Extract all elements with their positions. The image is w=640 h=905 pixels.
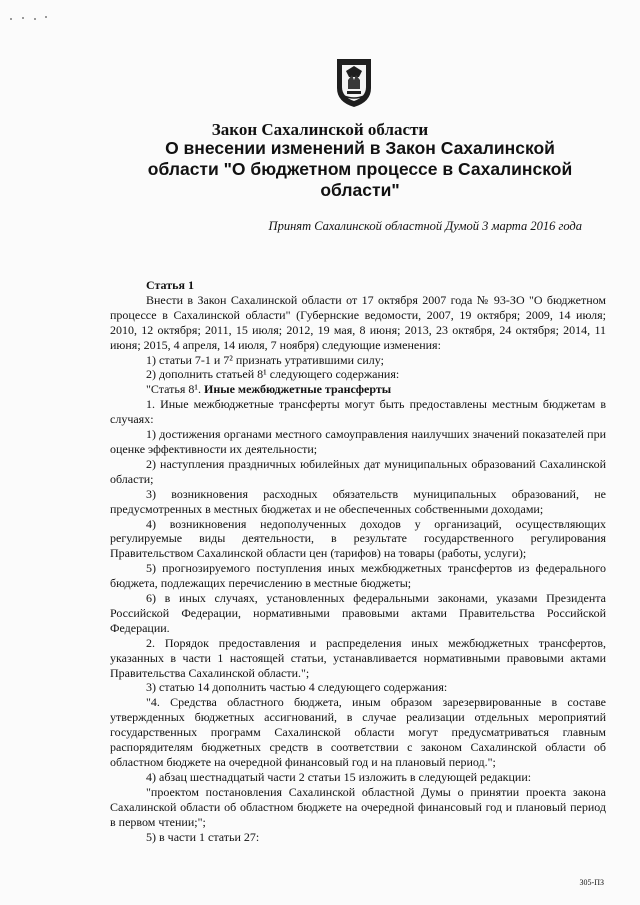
- part-2: 2. Порядок предоставления и распределения иных межбюджетных трансфертов, указанных в части 1 настоящей статьи, устанавливается нормативными правовыми актами Правительства Сахалинской области.";: [110, 635, 606, 680]
- case-3: 3) возникновения расходных обязательств муниципальных образований, не предусмотренных в местных бюджетах и не обеспеченных собственными доходами;: [110, 486, 606, 516]
- section-8-label: "Статья 8¹.: [146, 382, 201, 397]
- quoted-paragraph: "проектом постановления Сахалинской областной Думы о принятии проекта закона Сахалинской области об областном бюджете на очередной финансовый год и плановый период в первом чтении;";: [110, 784, 606, 829]
- law-heading: Закон Сахалинской области: [211, 120, 429, 139]
- scan-speck-marks: [8, 14, 68, 22]
- item-1: 1) статьи 7-1 и 7² признать утратившими силу;: [146, 352, 384, 367]
- item-4: 4) абзац шестнадцатый части 2 статьи 15 изложить в следующей редакции:: [146, 769, 532, 784]
- case-1: 1) достижения органами местного самоуправления наилучших значений показателей при оценке эффективности их деятельности;: [110, 427, 606, 456]
- coat-of-arms-emblem: [334, 56, 374, 108]
- document-code: 305-ПЗ: [579, 878, 604, 887]
- item-5: 5) в части 1 статьи 27:: [146, 829, 260, 844]
- case-2: 2) наступления праздничных юбилейных дат муниципальных образований Сахалинской области;: [110, 456, 606, 486]
- section-8-heading: [110, 382, 606, 397]
- adoption-note: Принят Сахалинской областной Думой 3 марта 2016 года: [268, 219, 582, 233]
- section-8-title: Иные межбюджетные трансферты: [203, 382, 392, 397]
- case-6: 6) в иных случаях, установленных федеральными законами, указами Президента Российской Федерации, нормативными правовыми актами Правительства Российской Федерации.: [110, 591, 606, 635]
- document-body: [110, 278, 606, 844]
- case-4: 4) возникновения недополученных доходов у организаций, осуществляющих регулируемые виды деятельности, в результате государственного регулирования Правительством Сахалинской области цен (тарифов) на товары (работы, услуги);: [110, 516, 606, 561]
- item-3: 3) статью 14 дополнить частью 4 следующего содержания:: [146, 680, 448, 695]
- case-5: 5) прогнозируемого поступления иных межбюджетных трансфертов из федерального бюджета, подлежащих перечислению в местные бюджеты;: [110, 561, 606, 591]
- part-1: 1. Иные межбюджетные трансферты могут быть предоставлены местным бюджетам в случаях:: [110, 397, 606, 427]
- part-4-text: "4. Средства областного бюджета, иным образом зарезервированные в составе утвержденных бюджетных ассигнований, в случае реализации отдельных мероприятий государственных программ Сахалинской области могут предусматриваться главным распорядителям бюджетных средств в соответствии с законом Сахалинской области об областном бюджете на очередной финансовый год и на плановый период.";: [110, 695, 606, 769]
- item-2: 2) дополнить статьей 8¹ следующего содержания:: [146, 367, 400, 382]
- article-heading: Статья 1: [146, 278, 194, 292]
- article-intro: Внести в Закон Сахалинской области от 17 октября 2007 года № 93-ЗО "О бюджетном процессе в Сахалинской области" (Губернские ведомости, 2007, 19 октября; 2009, 14 июля; 2010, 12 октября; 2011, 15 июля; 2012, 19 мая, 8 июня; 2013, 23 октября, 24 октября; 2014, 11 июня; 2015, 4 апреля, 14 июля, 7 ноября) следующие изменения:: [110, 292, 606, 352]
- law-title: О внесении изменений в Закон Сахалинской области "О бюджетном процессе в Сахалинской области": [147, 138, 573, 200]
